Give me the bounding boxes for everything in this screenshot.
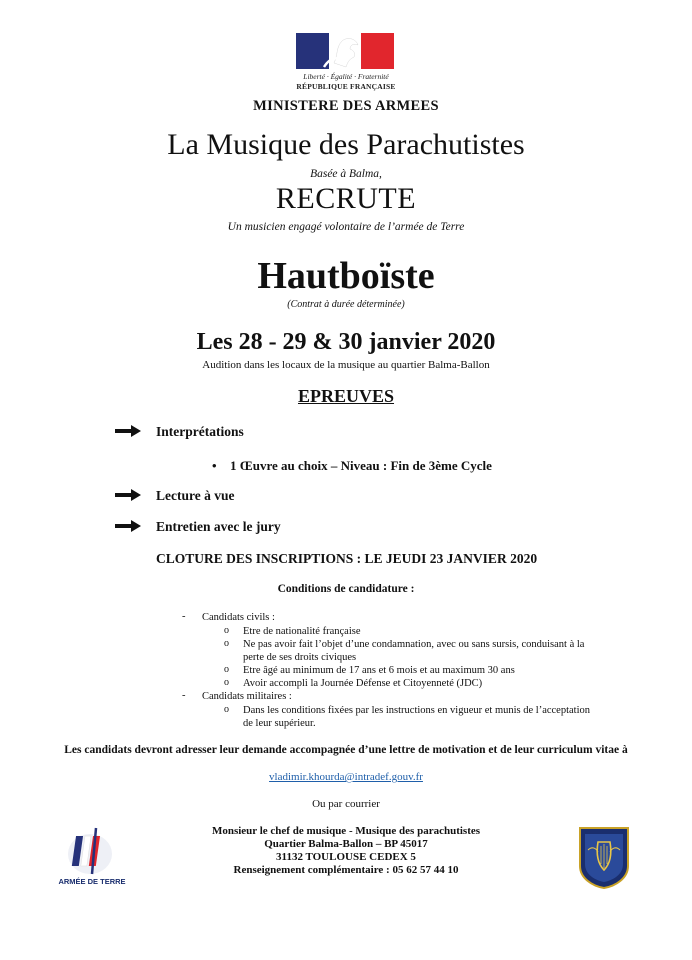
republic-name: RÉPUBLIQUE FRANÇAISE: [296, 82, 396, 91]
epreuves-heading: EPREUVES: [297, 386, 395, 406]
condition-item: Avoir accompli la Journée Défense et Citoyenneté (JDC): [243, 678, 483, 689]
epreuve-sub-item: 1 Œuvre au choix – Niveau : Fin de 3ème Cycle: [230, 458, 492, 473]
marianne-flag-icon: [296, 33, 394, 69]
army-emblem-icon: [52, 822, 132, 878]
instrument-heading: Hautboïste: [257, 255, 435, 297]
condition-item-continued: de leur supérieur.: [243, 718, 316, 729]
contact-email-link[interactable]: vladimir.khourda@intradef.gouv.fr: [269, 771, 423, 783]
republique-francaise-logo: [296, 33, 396, 97]
condition-item: Etre âgé au minimum de 17 ans et 6 mois et au maximum 30 ans: [243, 665, 515, 676]
address-line: 31132 TOULOUSE CEDEX 5: [276, 851, 416, 863]
or-by-mail: Ou par courrier: [312, 798, 380, 810]
dash-bullet-icon: -: [182, 690, 186, 701]
civil-candidates-label: Candidats civils :: [202, 612, 275, 623]
condition-item: Etre de nationalité française: [243, 626, 361, 637]
circle-bullet-icon: o: [224, 638, 229, 649]
circle-bullet-icon: o: [224, 664, 229, 675]
parachutist-music-badge: [578, 826, 630, 890]
dash-bullet-icon: -: [182, 611, 186, 622]
based-location: Basée à Balma,: [310, 168, 382, 180]
registration-closing: CLOTURE DES INSCRIPTIONS : LE JEUDI 23 JANVIER 2020: [156, 551, 538, 566]
recruit-subtitle: Un musicien engagé volontaire de l’armée de Terre: [227, 221, 465, 233]
epreuve-item: Entretien avec le jury: [156, 519, 281, 534]
ministry-heading: MINISTERE DES ARMEES: [253, 98, 439, 114]
arrow-right-icon: [115, 425, 141, 437]
recruits-heading: RECRUTE: [275, 182, 417, 215]
contract-type: (Contrat à durée déterminée): [287, 299, 405, 310]
poster-title: La Musique des Parachutistes: [167, 128, 525, 161]
republic-motto: Liberté · Égalité · Fraternité: [303, 72, 389, 81]
condition-item: Ne pas avoir fait l’objet d’une condamnation, avec ou sans sursis, conduisant à la: [243, 639, 585, 650]
epreuve-item: Interprétations: [156, 424, 244, 439]
address-line: Renseignement complémentaire : 05 62 57 44 10: [233, 864, 459, 876]
condition-item: Dans les conditions fixées par les instructions en vigueur et munis de l’acceptation: [243, 705, 590, 716]
application-instructions: Les candidats devront adresser leur demande accompagnée d’une lettre de motivation et de leur curriculum vitae à: [64, 744, 628, 756]
bullet-icon: •: [212, 458, 217, 473]
audition-location: Audition dans les locaux de la musique au quartier Balma-Ballon: [202, 359, 490, 371]
circle-bullet-icon: o: [224, 677, 229, 688]
military-candidates-label: Candidats militaires :: [202, 691, 292, 702]
address-line: Monsieur le chef de musique - Musique des parachutistes: [211, 825, 481, 837]
conditions-heading: Conditions de candidature :: [277, 583, 415, 595]
address-line: Quartier Balma-Ballon – BP 45017: [264, 838, 428, 850]
army-logo-text: ARMÉE DE TERRE: [58, 877, 126, 886]
audition-dates: Les 28 - 29 & 30 janvier 2020: [196, 329, 496, 355]
circle-bullet-icon: o: [224, 625, 229, 636]
shield-badge-icon: [578, 826, 630, 890]
condition-item-continued: perte de ses droits civiques: [243, 652, 357, 663]
circle-bullet-icon: o: [224, 704, 229, 715]
armee-de-terre-logo: [52, 822, 132, 892]
arrow-right-icon: [115, 520, 141, 532]
arrow-right-icon: [115, 489, 141, 501]
epreuve-item: Lecture à vue: [156, 488, 235, 503]
